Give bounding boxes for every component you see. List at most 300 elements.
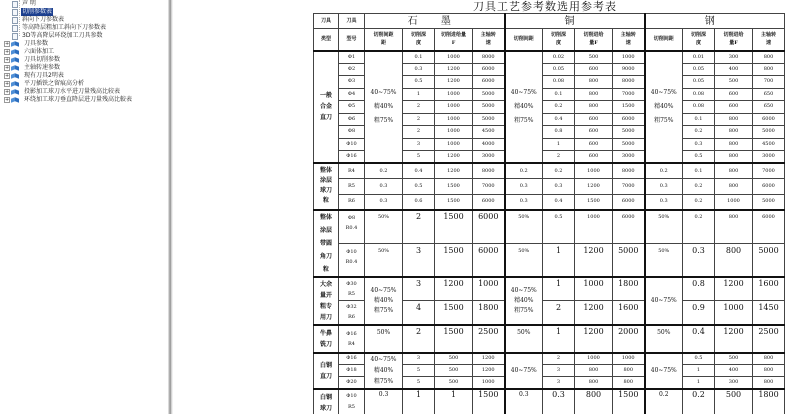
header-material-graphite: 石 墨 [365, 14, 505, 29]
steel-depth: 0.9 [683, 301, 715, 325]
copper-stepover: 0.3 [505, 389, 543, 414]
steel-depth: 0.5 [683, 151, 715, 164]
copper-feed: 600 [575, 151, 613, 164]
graphite-feed: 1 [435, 389, 473, 414]
copper-spindle: 5000 [613, 138, 645, 151]
graphite-feed: 1500 [435, 301, 473, 325]
header-tool-type-2: 类型 [314, 29, 339, 51]
tool-model: R6 [339, 194, 365, 210]
steel-spindle: 7000 [753, 163, 785, 179]
header-feed: 切削进给 量F [575, 29, 613, 51]
graphite-spindle: 4500 [473, 126, 505, 139]
tree-item-projection-ball-stepover[interactable] [4, 88, 121, 96]
graphite-spindle: 5000 [473, 113, 505, 126]
copper-feed: 1000 [575, 163, 613, 179]
graphite-depth: 0.5 [403, 179, 435, 195]
header-depth: 切削深 度 [683, 29, 715, 51]
copper-stepover: 40~75% 精40% 粗75% [505, 277, 543, 325]
graphite-depth: 1 [403, 88, 435, 101]
copper-feed: 1200 [575, 325, 613, 353]
steel-spindle: 1600 [753, 277, 785, 301]
graphite-feed: 500 [435, 353, 473, 365]
tool-model: Φ1 [339, 51, 365, 64]
graphite-stepover: 40~75% 精40% 粗75% [365, 51, 403, 164]
copper-spindle: 1600 [613, 301, 645, 325]
copper-spindle: 7000 [613, 88, 645, 101]
steel-depth: 0.2 [683, 210, 715, 244]
steel-feed: 500 [715, 76, 753, 89]
steel-spindle: 800 [753, 353, 785, 365]
graphite-feed: 1500 [435, 325, 473, 353]
steel-stepover: 40~75% [645, 353, 683, 389]
steel-depth: 0.05 [683, 76, 715, 89]
graphite-depth: 2 [403, 113, 435, 126]
tree-item-label: 声 明 [22, 0, 36, 7]
header-stepover: 切削间距 距 [365, 29, 403, 51]
copper-stepover: 50% [505, 325, 543, 353]
copper-depth: 3 [543, 377, 575, 389]
tree-item-label: 主轴转速参数 [24, 64, 61, 71]
expand-icon[interactable]: + [5, 81, 10, 87]
expand-icon[interactable]: + [5, 89, 10, 95]
copper-feed: 1000 [575, 210, 613, 244]
graphite-stepover: 50% [365, 210, 403, 244]
tool-type-heavy-roughing: 大余 量开 粗专 用刀 [314, 277, 339, 325]
expand-icon[interactable]: + [5, 49, 10, 55]
graphite-stepover: 0.2 [365, 163, 403, 179]
graphite-depth: 2 [403, 101, 435, 114]
steel-stepover: 50% [645, 243, 683, 277]
tool-model: Φ2 [339, 63, 365, 76]
graphite-spindle: 1000 [473, 277, 505, 301]
graphite-feed: 1200 [435, 63, 473, 76]
steel-stepover: 40~75% [645, 277, 683, 325]
copper-depth: 0.5 [543, 210, 575, 244]
copper-feed: 1000 [575, 353, 613, 365]
tree-item-contour-rough-ramp[interactable] [12, 24, 107, 32]
expand-icon[interactable]: + [5, 65, 10, 71]
copper-feed: 500 [575, 51, 613, 64]
graphite-depth: 3 [403, 243, 435, 277]
copper-depth: 0.4 [543, 194, 575, 210]
tree-item-label: 平刀插铁之留痕高分析 [24, 80, 85, 87]
copper-feed: 800 [575, 389, 613, 414]
book-icon [11, 97, 20, 103]
steel-feed: 600 [715, 101, 753, 114]
copper-depth: 0.4 [543, 113, 575, 126]
tree-item-tool-cutting-params[interactable] [4, 56, 61, 64]
document-title: 刀具工艺参考数选用参考表 [473, 0, 617, 13]
steel-depth: 0.2 [683, 179, 715, 195]
expand-icon[interactable]: + [5, 73, 10, 79]
steel-feed: 800 [715, 210, 753, 244]
steel-spindle: 6000 [753, 210, 785, 244]
copper-feed: 600 [575, 63, 613, 76]
tool-model: Φ10 [339, 138, 365, 151]
copper-depth: 2 [543, 301, 575, 325]
graphite-spindle: 6000 [473, 194, 505, 210]
copper-spindle: 6000 [613, 113, 645, 126]
header-tool-model: 刀具 [339, 14, 365, 29]
graphite-feed: 1200 [435, 151, 473, 164]
graphite-depth: 1 [403, 389, 435, 414]
header-tool-type: 刀具 [314, 14, 339, 29]
copper-spindle: 1000 [613, 51, 645, 64]
copper-spindle: 6000 [613, 194, 645, 210]
copper-feed: 1000 [575, 277, 613, 301]
header-depth: 切削深 度 [403, 29, 435, 51]
graphite-feed: 1000 [435, 51, 473, 64]
copper-feed: 800 [575, 76, 613, 89]
graphite-feed: 1500 [435, 210, 473, 244]
steel-feed: 1200 [715, 325, 753, 353]
graphite-feed: 1000 [435, 126, 473, 139]
header-material-copper: 铜 [505, 14, 645, 29]
book-icon [11, 89, 20, 95]
tool-model: Φ5 [339, 101, 365, 114]
tool-model: Φ10 R5 [339, 389, 365, 414]
tree-item-tool-params[interactable] [4, 40, 49, 48]
graphite-stepover: 40~75% 精40% 粗75% [365, 353, 403, 389]
expand-icon[interactable]: + [5, 57, 10, 63]
copper-depth: 1 [543, 138, 575, 151]
steel-feed: 800 [715, 179, 753, 195]
steel-spindle: 3000 [753, 151, 785, 164]
graphite-depth: 5 [403, 377, 435, 389]
header-spindle: 主轴转 速 [473, 29, 505, 51]
steel-feed: 500 [715, 389, 753, 414]
tree-item-label: 等高降层粗加工斜向下刀参数表 [22, 24, 107, 31]
copper-spindle: 3000 [613, 151, 645, 164]
graphite-stepover: 0.3 [365, 389, 403, 414]
steel-feed: 500 [715, 353, 753, 365]
tool-model: Φ30 R5 [339, 277, 365, 301]
copper-depth: 0.05 [543, 63, 575, 76]
tool-type-hss-ball: 白钢 球刀 [314, 389, 339, 414]
copper-depth: 1 [543, 277, 575, 301]
copper-stepover: 40~75% 精40% 粗75% [505, 51, 543, 164]
copper-stepover: 0.2 [505, 163, 543, 179]
header-stepover: 切削间距 [505, 29, 543, 51]
header-feed: 切削进给量 F [435, 29, 473, 51]
tool-type-general-alloy: 一般 合金 直刀 [314, 51, 339, 164]
copper-spindle: 9000 [613, 63, 645, 76]
graphite-depth: 5 [403, 365, 435, 377]
tree-panel [0, 0, 168, 414]
steel-stepover: 0.2 [645, 389, 683, 414]
tool-model: Φ6 [339, 113, 365, 126]
copper-spindle: 1500 [613, 389, 645, 414]
tree-item-ramp-params[interactable] [12, 16, 65, 24]
book-icon [11, 49, 20, 55]
copper-stepover: 50% [505, 243, 543, 277]
graphite-depth: 2 [403, 210, 435, 244]
copper-spindle: 8000 [613, 163, 645, 179]
steel-spindle: 800 [753, 365, 785, 377]
graphite-depth: 2 [403, 126, 435, 139]
book-icon [11, 73, 20, 79]
graphite-spindle: 6000 [473, 243, 505, 277]
graphite-depth: 3 [403, 138, 435, 151]
steel-feed: 800 [715, 151, 753, 164]
copper-feed: 800 [575, 101, 613, 114]
steel-depth: 0.01 [683, 51, 715, 64]
steel-stepover: 50% [645, 325, 683, 353]
copper-depth: 1 [543, 325, 575, 353]
book-icon [11, 65, 20, 71]
steel-spindle: 650 [753, 88, 785, 101]
tool-model: Φ10 R0.4 [339, 243, 365, 277]
graphite-feed: 1500 [435, 194, 473, 210]
steel-spindle: 800 [753, 377, 785, 389]
steel-feed: 400 [715, 63, 753, 76]
tree-item-label: 刀具切削参数 [24, 56, 61, 63]
graphite-feed: 1200 [435, 163, 473, 179]
steel-depth: 0.2 [683, 389, 715, 414]
copper-spindle: 7000 [613, 179, 645, 195]
copper-depth: 0.3 [543, 179, 575, 195]
tool-model: Φ3 [339, 76, 365, 89]
steel-spindle: 5000 [753, 194, 785, 210]
copper-spindle: 1500 [613, 101, 645, 114]
graphite-spindle: 1800 [473, 301, 505, 325]
steel-spindle: 4500 [753, 138, 785, 151]
document-icon [12, 1, 18, 8]
graphite-feed: 1200 [435, 76, 473, 89]
tree-item-statement[interactable] [12, 0, 37, 8]
steel-spindle: 700 [753, 76, 785, 89]
tree-item-3d-contour-tool[interactable] [12, 32, 103, 40]
graphite-spindle: 6000 [473, 76, 505, 89]
copper-feed: 1200 [575, 243, 613, 277]
graphite-feed: 1000 [435, 101, 473, 114]
graphite-spindle: 6000 [473, 210, 505, 244]
copper-depth: 2 [543, 151, 575, 164]
steel-feed: 800 [715, 163, 753, 179]
steel-depth: 0.05 [683, 63, 715, 76]
steel-depth: 0.2 [683, 194, 715, 210]
copper-spindle: 1800 [613, 277, 645, 301]
graphite-feed: 1000 [435, 138, 473, 151]
tree-item-label: 现有刀具2明表 [24, 72, 64, 79]
graphite-feed: 1500 [435, 179, 473, 195]
book-icon [11, 57, 20, 63]
tree-item-flat-mill-scallop[interactable] [4, 80, 85, 88]
book-icon [11, 81, 20, 87]
tool-model: Φ16 R4 [339, 325, 365, 353]
graphite-spindle: 2500 [473, 325, 505, 353]
tree-item-cutting-params[interactable] [12, 8, 53, 16]
tool-model: Φ8 R0.4 [339, 210, 365, 244]
tool-model: Φ16 [339, 353, 365, 365]
header-stepover: 切削间距 [645, 29, 683, 51]
header-spindle: 主轴转 速 [613, 29, 645, 51]
copper-spindle: 5000 [613, 243, 645, 277]
book-icon [11, 41, 20, 47]
copper-stepover: 50% [505, 210, 543, 244]
steel-feed: 800 [715, 126, 753, 139]
tool-model: R5 [339, 179, 365, 195]
graphite-feed: 1000 [435, 113, 473, 126]
steel-feed: 800 [715, 113, 753, 126]
copper-spindle: 800 [613, 377, 645, 389]
steel-feed: 400 [715, 365, 753, 377]
copper-stepover: 0.3 [505, 194, 543, 210]
tool-type-coated-ball: 整体 涂层 球刀 粒 [314, 163, 339, 210]
steel-depth: 0.1 [683, 163, 715, 179]
steel-depth: 0.08 [683, 101, 715, 114]
graphite-stepover: 50% [365, 243, 403, 277]
steel-stepover: 40~75% 精40% 粗75% [645, 51, 683, 164]
steel-depth: 0.4 [683, 325, 715, 353]
graphite-depth: 0.3 [403, 63, 435, 76]
steel-depth: 1 [683, 365, 715, 377]
tool-type-hss-flat: 白钢 直刀 [314, 353, 339, 389]
steel-feed: 600 [715, 88, 753, 101]
graphite-stepover: 40~75% 精40% 粗75% [365, 277, 403, 325]
graphite-feed: 500 [435, 377, 473, 389]
tree-item-hexahedron[interactable] [4, 48, 55, 56]
steel-stepover: 0.3 [645, 179, 683, 195]
copper-feed: 600 [575, 113, 613, 126]
tool-type-coated-corner-radius: 整体 涂层 带圆 角刀 粒 [314, 210, 339, 277]
copper-spindle: 1000 [613, 353, 645, 365]
tool-type-bull-nose: 牛鼻 铣刀 [314, 325, 339, 353]
graphite-stepover: 0.3 [365, 179, 403, 195]
copper-feed: 1200 [575, 179, 613, 195]
tool-model: Φ18 [339, 365, 365, 377]
graphite-spindle: 4000 [473, 138, 505, 151]
graphite-feed: 1000 [435, 88, 473, 101]
tree-item-label: 3D等高降层环绕加工刀具参数 [22, 32, 103, 39]
steel-depth: 0.5 [683, 353, 715, 365]
steel-spindle: 5000 [753, 126, 785, 139]
copper-stepover: 40~75% [505, 353, 543, 389]
graphite-feed: 500 [435, 365, 473, 377]
tool-model: Φ4 [339, 88, 365, 101]
graphite-spindle: 8000 [473, 51, 505, 64]
header-feed: 切削进给 量F [715, 29, 753, 51]
tree-item-spindle-speed[interactable] [4, 64, 61, 72]
copper-depth: 0.8 [543, 126, 575, 139]
copper-feed: 800 [575, 88, 613, 101]
steel-spindle: 1450 [753, 301, 785, 325]
steel-feed: 1200 [715, 277, 753, 301]
graphite-stepover: 0.3 [365, 194, 403, 210]
tree-item-label: 刀具参数 [24, 40, 49, 47]
tree-item-existing-tools[interactable] [4, 72, 65, 80]
graphite-depth: 4 [403, 301, 435, 325]
graphite-spindle: 3000 [473, 151, 505, 164]
graphite-spindle: 5000 [473, 101, 505, 114]
steel-depth: 0.3 [683, 138, 715, 151]
steel-feed: 300 [715, 377, 753, 389]
steel-feed: 800 [715, 138, 753, 151]
header-material-steel: 钢 [645, 14, 785, 29]
header-depth: 切削深 度 [543, 29, 575, 51]
copper-depth: 0.2 [543, 101, 575, 114]
graphite-depth: 0.5 [403, 76, 435, 89]
copper-spindle: 5000 [613, 126, 645, 139]
copper-spindle: 8000 [613, 76, 645, 89]
steel-feed: 1000 [715, 194, 753, 210]
graphite-spindle: 7000 [473, 179, 505, 195]
steel-feed: 800 [715, 243, 753, 277]
steel-feed: 300 [715, 51, 753, 64]
steel-depth: 0.2 [683, 126, 715, 139]
copper-spindle: 6000 [613, 210, 645, 244]
tree-item-label: 斜向下刀参数表 [22, 16, 65, 23]
tool-model: Φ8 [339, 126, 365, 139]
steel-stepover: 0.2 [645, 163, 683, 179]
document-icon [12, 9, 18, 16]
steel-spindle: 1800 [753, 389, 785, 414]
steel-stepover: 0.3 [645, 194, 683, 210]
document-icon [12, 17, 18, 24]
steel-spindle: 5000 [753, 243, 785, 277]
steel-spindle: 650 [753, 101, 785, 114]
copper-depth: 3 [543, 365, 575, 377]
steel-spindle: 6000 [753, 113, 785, 126]
graphite-depth: 3 [403, 353, 435, 365]
copper-spindle: 800 [613, 365, 645, 377]
header-spindle: 主轴转 速 [753, 29, 785, 51]
graphite-spindle: 8000 [473, 163, 505, 179]
graphite-spindle: 1200 [473, 353, 505, 365]
copper-feed: 800 [575, 377, 613, 389]
steel-spindle: 6000 [753, 179, 785, 195]
expand-icon[interactable]: + [5, 97, 10, 103]
header-tool-model-2: 型号 [339, 29, 365, 51]
graphite-depth: 0.6 [403, 194, 435, 210]
copper-depth: 0.1 [543, 88, 575, 101]
expand-icon[interactable]: + [5, 41, 10, 47]
copper-depth: 1 [543, 243, 575, 277]
document-icon [12, 25, 18, 32]
graphite-depth: 3 [403, 277, 435, 301]
graphite-spindle: 1500 [473, 389, 505, 414]
copper-feed: 1500 [575, 194, 613, 210]
steel-spindle: 800 [753, 63, 785, 76]
graphite-depth: 0.1 [403, 51, 435, 64]
graphite-depth: 0.4 [403, 163, 435, 179]
document-icon [12, 33, 18, 40]
steel-depth: 0.8 [683, 277, 715, 301]
graphite-feed: 1200 [435, 277, 473, 301]
copper-depth: 0.02 [543, 51, 575, 64]
graphite-spindle: 6000 [473, 63, 505, 76]
steel-spindle: 800 [753, 51, 785, 64]
steel-depth: 1 [683, 377, 715, 389]
graphite-depth: 2 [403, 325, 435, 353]
graphite-depth: 5 [403, 151, 435, 164]
copper-feed: 800 [575, 365, 613, 377]
copper-depth: 0.2 [543, 163, 575, 179]
copper-stepover: 0.3 [505, 179, 543, 195]
tree-item-contour-ball-stepdown[interactable] [4, 96, 133, 104]
steel-depth: 0.1 [683, 113, 715, 126]
copper-feed: 600 [575, 138, 613, 151]
graphite-spindle: 1200 [473, 365, 505, 377]
tree-item-label: 六面体加工 [24, 48, 55, 55]
graphite-feed: 1500 [435, 243, 473, 277]
steel-depth: 0.3 [683, 243, 715, 277]
copper-depth: 0.3 [543, 389, 575, 414]
tree-item-label: 切削参数表 [22, 8, 53, 15]
tool-model: R4 [339, 163, 365, 179]
copper-feed: 1200 [575, 301, 613, 325]
steel-feed: 1000 [715, 301, 753, 325]
